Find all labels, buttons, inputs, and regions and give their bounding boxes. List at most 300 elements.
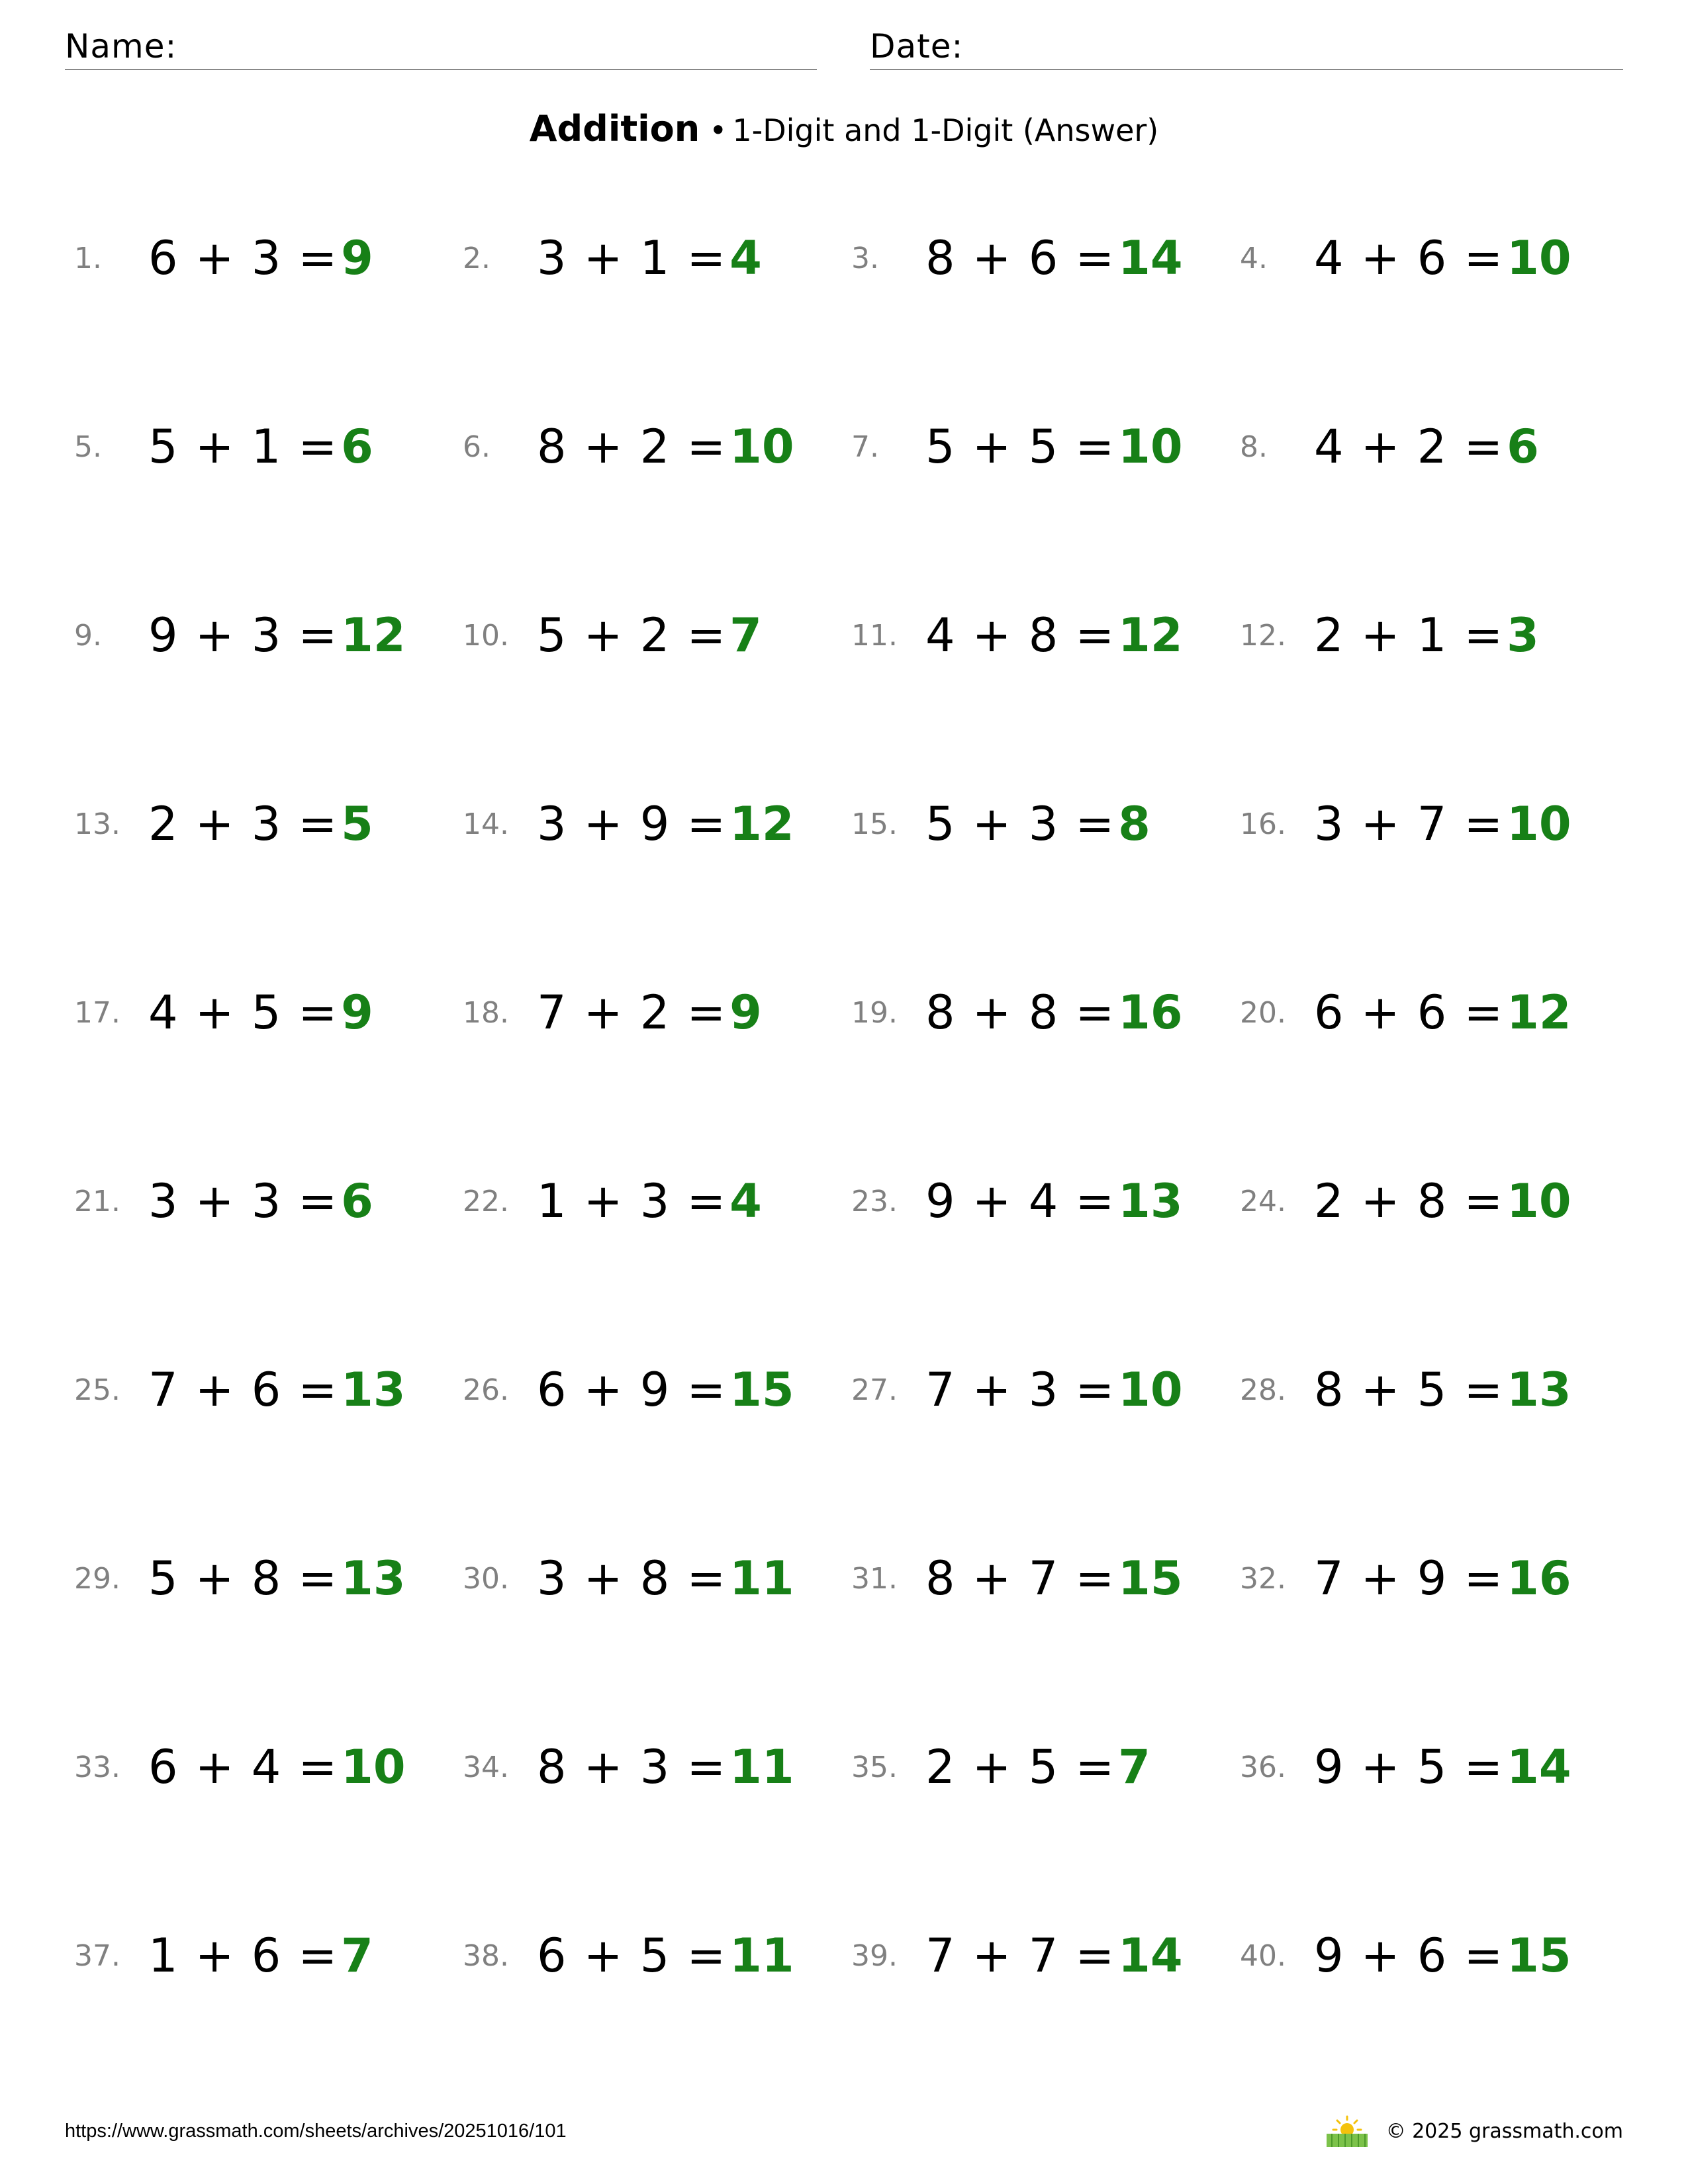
problem-number: 32. bbox=[1240, 1561, 1286, 1596]
plus-sign: + bbox=[179, 797, 252, 851]
problem-number: 30. bbox=[463, 1561, 509, 1596]
plus-sign: + bbox=[956, 797, 1029, 851]
addend-b: 7 bbox=[1028, 1929, 1060, 1983]
addend-a: 5 bbox=[148, 1551, 179, 1606]
problem-item bbox=[1240, 1350, 1628, 1430]
problem-number: 17. bbox=[74, 995, 120, 1030]
problem-item bbox=[463, 1350, 851, 1430]
plus-sign: + bbox=[956, 1929, 1029, 1983]
addend-b: 3 bbox=[251, 1174, 283, 1228]
plus-sign: + bbox=[179, 1929, 252, 1983]
problem-item bbox=[851, 407, 1240, 486]
problem-expression bbox=[148, 608, 338, 662]
plus-sign: + bbox=[567, 420, 640, 474]
problem-expression bbox=[925, 797, 1115, 851]
problem-expression bbox=[148, 1740, 338, 1794]
problem-number: 20. bbox=[1240, 995, 1286, 1030]
addend-b: 2 bbox=[639, 420, 671, 474]
answer-value: 7 bbox=[341, 1929, 373, 1983]
plus-sign: + bbox=[956, 1174, 1029, 1228]
problem-number: 1. bbox=[74, 241, 102, 275]
answer-value: 11 bbox=[729, 1740, 794, 1794]
problem-expression bbox=[1314, 608, 1504, 662]
answer-value: 4 bbox=[729, 1174, 762, 1228]
answer-value: 6 bbox=[1507, 420, 1539, 474]
equals-sign: = bbox=[282, 608, 339, 662]
problem-item bbox=[74, 407, 463, 486]
plus-sign: + bbox=[179, 985, 252, 1040]
addend-a: 6 bbox=[537, 1363, 568, 1417]
equals-sign: = bbox=[1059, 797, 1116, 851]
answer-value: 10 bbox=[1507, 1174, 1571, 1228]
plus-sign: + bbox=[567, 1551, 640, 1606]
problem-expression bbox=[148, 1551, 338, 1606]
addend-b: 5 bbox=[1417, 1363, 1448, 1417]
addend-a: 5 bbox=[925, 420, 957, 474]
problem-item bbox=[463, 218, 851, 298]
copyright-text: © 2025 grassmath.com bbox=[1385, 2119, 1623, 2143]
problem-expression bbox=[925, 1551, 1115, 1606]
answer-value: 15 bbox=[729, 1363, 794, 1417]
answer-value: 14 bbox=[1118, 231, 1183, 285]
addend-a: 4 bbox=[1314, 420, 1345, 474]
addend-a: 4 bbox=[925, 608, 957, 662]
addend-a: 7 bbox=[1314, 1551, 1345, 1606]
addend-b: 6 bbox=[251, 1929, 283, 1983]
equals-sign: = bbox=[282, 797, 339, 851]
problem-item bbox=[74, 784, 463, 864]
addend-b: 8 bbox=[251, 1551, 283, 1606]
problem-item bbox=[851, 784, 1240, 864]
addend-a: 4 bbox=[1314, 231, 1345, 285]
answer-value: 15 bbox=[1507, 1929, 1571, 1983]
problem-item bbox=[74, 1350, 463, 1430]
addend-a: 6 bbox=[148, 231, 179, 285]
problem-expression bbox=[925, 1363, 1115, 1417]
problem-expression bbox=[148, 420, 338, 474]
addend-a: 5 bbox=[148, 420, 179, 474]
problem-number: 19. bbox=[851, 995, 898, 1030]
addend-a: 3 bbox=[1314, 797, 1345, 851]
problem-expression bbox=[537, 420, 727, 474]
equals-sign: = bbox=[671, 797, 727, 851]
addend-a: 3 bbox=[537, 797, 568, 851]
addend-a: 6 bbox=[537, 1929, 568, 1983]
problem-grid bbox=[74, 218, 1623, 2105]
addend-a: 2 bbox=[925, 1740, 957, 1794]
addend-b: 5 bbox=[1028, 420, 1060, 474]
equals-sign: = bbox=[282, 231, 339, 285]
problem-number: 22. bbox=[463, 1184, 509, 1218]
problem-item bbox=[74, 218, 463, 298]
answer-value: 12 bbox=[729, 797, 794, 851]
problem-number: 2. bbox=[463, 241, 491, 275]
answer-value: 13 bbox=[1118, 1174, 1183, 1228]
addend-a: 1 bbox=[537, 1174, 568, 1228]
problem-number: 9. bbox=[74, 618, 102, 653]
answer-value: 10 bbox=[341, 1740, 406, 1794]
date-label: Date: bbox=[870, 27, 964, 66]
problem-number: 26. bbox=[463, 1373, 509, 1407]
addend-b: 8 bbox=[1028, 608, 1060, 662]
addend-b: 4 bbox=[251, 1740, 283, 1794]
plus-sign: + bbox=[1344, 797, 1417, 851]
addend-a: 6 bbox=[148, 1740, 179, 1794]
equals-sign: = bbox=[282, 1740, 339, 1794]
equals-sign: = bbox=[671, 231, 727, 285]
problem-expression bbox=[148, 797, 338, 851]
problem-expression bbox=[925, 231, 1115, 285]
addend-a: 9 bbox=[925, 1174, 957, 1228]
plus-sign: + bbox=[956, 231, 1029, 285]
answer-value: 16 bbox=[1118, 985, 1183, 1040]
addend-a: 8 bbox=[925, 1551, 957, 1606]
addend-b: 2 bbox=[1417, 420, 1448, 474]
answer-value: 12 bbox=[341, 608, 406, 662]
problem-item bbox=[74, 1161, 463, 1241]
addend-b: 8 bbox=[639, 1551, 671, 1606]
plus-sign: + bbox=[1344, 1740, 1417, 1794]
footer-brand bbox=[1323, 2111, 1623, 2151]
equals-sign: = bbox=[1059, 231, 1116, 285]
problem-number: 8. bbox=[1240, 430, 1268, 464]
equals-sign: = bbox=[1448, 797, 1505, 851]
addend-b: 1 bbox=[251, 420, 283, 474]
addend-b: 3 bbox=[1028, 797, 1060, 851]
addend-b: 2 bbox=[639, 608, 671, 662]
problem-number: 37. bbox=[74, 1938, 120, 1973]
problem-number: 31. bbox=[851, 1561, 898, 1596]
addend-a: 1 bbox=[148, 1929, 179, 1983]
problem-expression bbox=[537, 1929, 727, 1983]
equals-sign: = bbox=[671, 608, 727, 662]
plus-sign: + bbox=[1344, 1551, 1417, 1606]
addend-b: 8 bbox=[1028, 985, 1060, 1040]
problem-item bbox=[851, 1727, 1240, 1807]
addend-b: 9 bbox=[1417, 1551, 1448, 1606]
equals-sign: = bbox=[1059, 608, 1116, 662]
problem-expression bbox=[925, 1929, 1115, 1983]
answer-value: 8 bbox=[1118, 797, 1150, 851]
problem-number: 24. bbox=[1240, 1184, 1286, 1218]
addend-b: 3 bbox=[1028, 1363, 1060, 1417]
addend-a: 3 bbox=[537, 231, 568, 285]
problem-item bbox=[74, 973, 463, 1052]
problem-expression bbox=[925, 420, 1115, 474]
problem-expression bbox=[1314, 1174, 1504, 1228]
problem-number: 29. bbox=[74, 1561, 120, 1596]
problem-expression bbox=[925, 1740, 1115, 1794]
problem-number: 39. bbox=[851, 1938, 898, 1973]
problem-expression bbox=[925, 608, 1115, 662]
equals-sign: = bbox=[1448, 1551, 1505, 1606]
addend-b: 9 bbox=[639, 1363, 671, 1417]
addend-a: 8 bbox=[537, 1740, 568, 1794]
equals-sign: = bbox=[1448, 1363, 1505, 1417]
answer-value: 5 bbox=[341, 797, 373, 851]
problem-expression bbox=[1314, 1363, 1504, 1417]
addend-b: 3 bbox=[639, 1174, 671, 1228]
problem-item bbox=[1240, 973, 1628, 1052]
addend-b: 5 bbox=[639, 1929, 671, 1983]
addend-a: 8 bbox=[925, 231, 957, 285]
problem-item bbox=[851, 596, 1240, 675]
equals-sign: = bbox=[1448, 1740, 1505, 1794]
worksheet-title bbox=[0, 106, 1688, 154]
answer-value: 10 bbox=[729, 420, 794, 474]
problem-number: 13. bbox=[74, 807, 120, 841]
plus-sign: + bbox=[179, 1551, 252, 1606]
plus-sign: + bbox=[179, 1740, 252, 1794]
problem-number: 36. bbox=[1240, 1750, 1286, 1784]
addend-a: 9 bbox=[148, 608, 179, 662]
problem-item bbox=[851, 973, 1240, 1052]
problem-item bbox=[463, 1727, 851, 1807]
problem-expression bbox=[537, 797, 727, 851]
equals-sign: = bbox=[671, 1363, 727, 1417]
problem-expression bbox=[925, 1174, 1115, 1228]
grass-sun-logo-icon bbox=[1323, 2114, 1372, 2148]
problem-expression bbox=[537, 1363, 727, 1417]
problem-item bbox=[463, 1161, 851, 1241]
addend-a: 8 bbox=[925, 985, 957, 1040]
answer-value: 15 bbox=[1118, 1551, 1183, 1606]
problem-number: 23. bbox=[851, 1184, 898, 1218]
plus-sign: + bbox=[956, 608, 1029, 662]
answer-value: 9 bbox=[341, 985, 373, 1040]
plus-sign: + bbox=[567, 608, 640, 662]
problem-number: 28. bbox=[1240, 1373, 1286, 1407]
problem-number: 11. bbox=[851, 618, 898, 653]
equals-sign: = bbox=[671, 1551, 727, 1606]
addend-b: 1 bbox=[639, 231, 671, 285]
problem-item bbox=[851, 1916, 1240, 1995]
problem-item bbox=[74, 596, 463, 675]
addend-a: 7 bbox=[925, 1929, 957, 1983]
problem-expression bbox=[537, 1740, 727, 1794]
plus-sign: + bbox=[1344, 608, 1417, 662]
equals-sign: = bbox=[1448, 231, 1505, 285]
answer-value: 3 bbox=[1507, 608, 1539, 662]
addend-a: 5 bbox=[537, 608, 568, 662]
plus-sign: + bbox=[179, 231, 252, 285]
equals-sign: = bbox=[1448, 1929, 1505, 1983]
answer-value: 13 bbox=[1507, 1363, 1571, 1417]
plus-sign: + bbox=[1344, 1363, 1417, 1417]
answer-value: 13 bbox=[341, 1363, 406, 1417]
answer-value: 11 bbox=[729, 1929, 794, 1983]
addend-a: 2 bbox=[1314, 1174, 1345, 1228]
problem-expression bbox=[537, 608, 727, 662]
addend-b: 9 bbox=[639, 797, 671, 851]
plus-sign: + bbox=[1344, 231, 1417, 285]
addend-b: 7 bbox=[1417, 797, 1448, 851]
problem-item bbox=[1240, 1916, 1628, 1995]
plus-sign: + bbox=[567, 985, 640, 1040]
addend-b: 2 bbox=[639, 985, 671, 1040]
problem-item bbox=[851, 218, 1240, 298]
title-bullet: • bbox=[709, 113, 727, 148]
problem-expression bbox=[148, 1363, 338, 1417]
plus-sign: + bbox=[179, 1363, 252, 1417]
plus-sign: + bbox=[956, 1740, 1029, 1794]
plus-sign: + bbox=[567, 1929, 640, 1983]
problem-number: 14. bbox=[463, 807, 509, 841]
addend-b: 4 bbox=[1028, 1174, 1060, 1228]
addend-a: 4 bbox=[148, 985, 179, 1040]
equals-sign: = bbox=[1059, 1551, 1116, 1606]
equals-sign: = bbox=[282, 1929, 339, 1983]
name-field[interactable] bbox=[65, 24, 817, 70]
equals-sign: = bbox=[1448, 420, 1505, 474]
date-field[interactable] bbox=[870, 24, 1623, 70]
equals-sign: = bbox=[1059, 1363, 1116, 1417]
problem-expression bbox=[1314, 1929, 1504, 1983]
problem-number: 34. bbox=[463, 1750, 509, 1784]
addend-b: 3 bbox=[639, 1740, 671, 1794]
answer-value: 12 bbox=[1118, 608, 1183, 662]
problem-expression bbox=[148, 1929, 338, 1983]
problem-expression bbox=[537, 1174, 727, 1228]
problem-number: 21. bbox=[74, 1184, 120, 1218]
answer-value: 12 bbox=[1507, 985, 1571, 1040]
answer-value: 11 bbox=[729, 1551, 794, 1606]
plus-sign: + bbox=[1344, 1929, 1417, 1983]
problem-item bbox=[463, 596, 851, 675]
problem-number: 40. bbox=[1240, 1938, 1286, 1973]
problem-item bbox=[851, 1539, 1240, 1618]
problem-expression bbox=[537, 1551, 727, 1606]
addend-a: 7 bbox=[537, 985, 568, 1040]
title-subtitle: 1-Digit and 1-Digit (Answer) bbox=[732, 113, 1159, 148]
addend-b: 3 bbox=[251, 231, 283, 285]
plus-sign: + bbox=[179, 420, 252, 474]
problem-expression bbox=[925, 985, 1115, 1040]
answer-value: 10 bbox=[1118, 420, 1183, 474]
problem-number: 35. bbox=[851, 1750, 898, 1784]
answer-value: 6 bbox=[341, 420, 373, 474]
equals-sign: = bbox=[1059, 985, 1116, 1040]
problem-number: 3. bbox=[851, 241, 879, 275]
equals-sign: = bbox=[282, 420, 339, 474]
answer-value: 13 bbox=[341, 1551, 406, 1606]
plus-sign: + bbox=[567, 231, 640, 285]
plus-sign: + bbox=[956, 1363, 1029, 1417]
problem-item bbox=[1240, 1161, 1628, 1241]
addend-b: 3 bbox=[251, 797, 283, 851]
problem-item bbox=[463, 407, 851, 486]
equals-sign: = bbox=[282, 1363, 339, 1417]
addend-a: 3 bbox=[148, 1174, 179, 1228]
addend-a: 5 bbox=[925, 797, 957, 851]
equals-sign: = bbox=[1448, 985, 1505, 1040]
addend-b: 8 bbox=[1417, 1174, 1448, 1228]
answer-value: 10 bbox=[1507, 797, 1571, 851]
title-main: Addition bbox=[529, 108, 700, 150]
answer-value: 6 bbox=[341, 1174, 373, 1228]
problem-expression bbox=[1314, 420, 1504, 474]
equals-sign: = bbox=[671, 985, 727, 1040]
answer-value: 9 bbox=[729, 985, 762, 1040]
addend-b: 5 bbox=[251, 985, 283, 1040]
problem-number: 16. bbox=[1240, 807, 1286, 841]
problem-number: 38. bbox=[463, 1938, 509, 1973]
problem-number: 12. bbox=[1240, 618, 1286, 653]
problem-expression bbox=[1314, 985, 1504, 1040]
answer-value: 9 bbox=[341, 231, 373, 285]
equals-sign: = bbox=[671, 1174, 727, 1228]
problem-item bbox=[74, 1727, 463, 1807]
plus-sign: + bbox=[956, 1551, 1029, 1606]
answer-value: 7 bbox=[1118, 1740, 1150, 1794]
plus-sign: + bbox=[179, 1174, 252, 1228]
equals-sign: = bbox=[1059, 1174, 1116, 1228]
problem-number: 6. bbox=[463, 430, 491, 464]
equals-sign: = bbox=[1448, 1174, 1505, 1228]
problem-expression bbox=[1314, 1551, 1504, 1606]
addend-a: 2 bbox=[1314, 608, 1345, 662]
plus-sign: + bbox=[567, 1740, 640, 1794]
equals-sign: = bbox=[1448, 608, 1505, 662]
problem-item bbox=[1240, 784, 1628, 864]
problem-item bbox=[1240, 1727, 1628, 1807]
equals-sign: = bbox=[671, 1929, 727, 1983]
problem-item bbox=[1240, 218, 1628, 298]
addend-b: 1 bbox=[1417, 608, 1448, 662]
addend-b: 5 bbox=[1417, 1740, 1448, 1794]
equals-sign: = bbox=[671, 420, 727, 474]
problem-item bbox=[74, 1539, 463, 1618]
plus-sign: + bbox=[567, 1363, 640, 1417]
problem-number: 5. bbox=[74, 430, 102, 464]
addend-b: 7 bbox=[1028, 1551, 1060, 1606]
problem-expression bbox=[537, 231, 727, 285]
problem-expression bbox=[148, 231, 338, 285]
equals-sign: = bbox=[282, 985, 339, 1040]
addend-a: 7 bbox=[148, 1363, 179, 1417]
problem-expression bbox=[1314, 797, 1504, 851]
addend-b: 6 bbox=[1417, 1929, 1448, 1983]
problem-number: 18. bbox=[463, 995, 509, 1030]
problem-number: 27. bbox=[851, 1373, 898, 1407]
equals-sign: = bbox=[282, 1551, 339, 1606]
plus-sign: + bbox=[1344, 1174, 1417, 1228]
problem-number: 25. bbox=[74, 1373, 120, 1407]
answer-value: 14 bbox=[1118, 1929, 1183, 1983]
answer-value: 16 bbox=[1507, 1551, 1571, 1606]
answer-value: 4 bbox=[729, 231, 762, 285]
problem-expression bbox=[537, 985, 727, 1040]
addend-b: 5 bbox=[1028, 1740, 1060, 1794]
answer-value: 14 bbox=[1507, 1740, 1571, 1794]
answer-value: 7 bbox=[729, 608, 762, 662]
problem-number: 15. bbox=[851, 807, 898, 841]
addend-a: 8 bbox=[1314, 1363, 1345, 1417]
answer-value: 10 bbox=[1507, 231, 1571, 285]
problem-item bbox=[851, 1161, 1240, 1241]
footer-url[interactable]: https://www.grassmath.com/sheets/archives/20251016/101 bbox=[65, 2120, 567, 2142]
addend-a: 6 bbox=[1314, 985, 1345, 1040]
addend-a: 8 bbox=[537, 420, 568, 474]
addend-a: 7 bbox=[925, 1363, 957, 1417]
equals-sign: = bbox=[1059, 1929, 1116, 1983]
problem-item bbox=[1240, 1539, 1628, 1618]
addend-b: 6 bbox=[251, 1363, 283, 1417]
addend-a: 3 bbox=[537, 1551, 568, 1606]
addend-b: 6 bbox=[1028, 231, 1060, 285]
problem-number: 33. bbox=[74, 1750, 120, 1784]
addend-a: 9 bbox=[1314, 1740, 1345, 1794]
